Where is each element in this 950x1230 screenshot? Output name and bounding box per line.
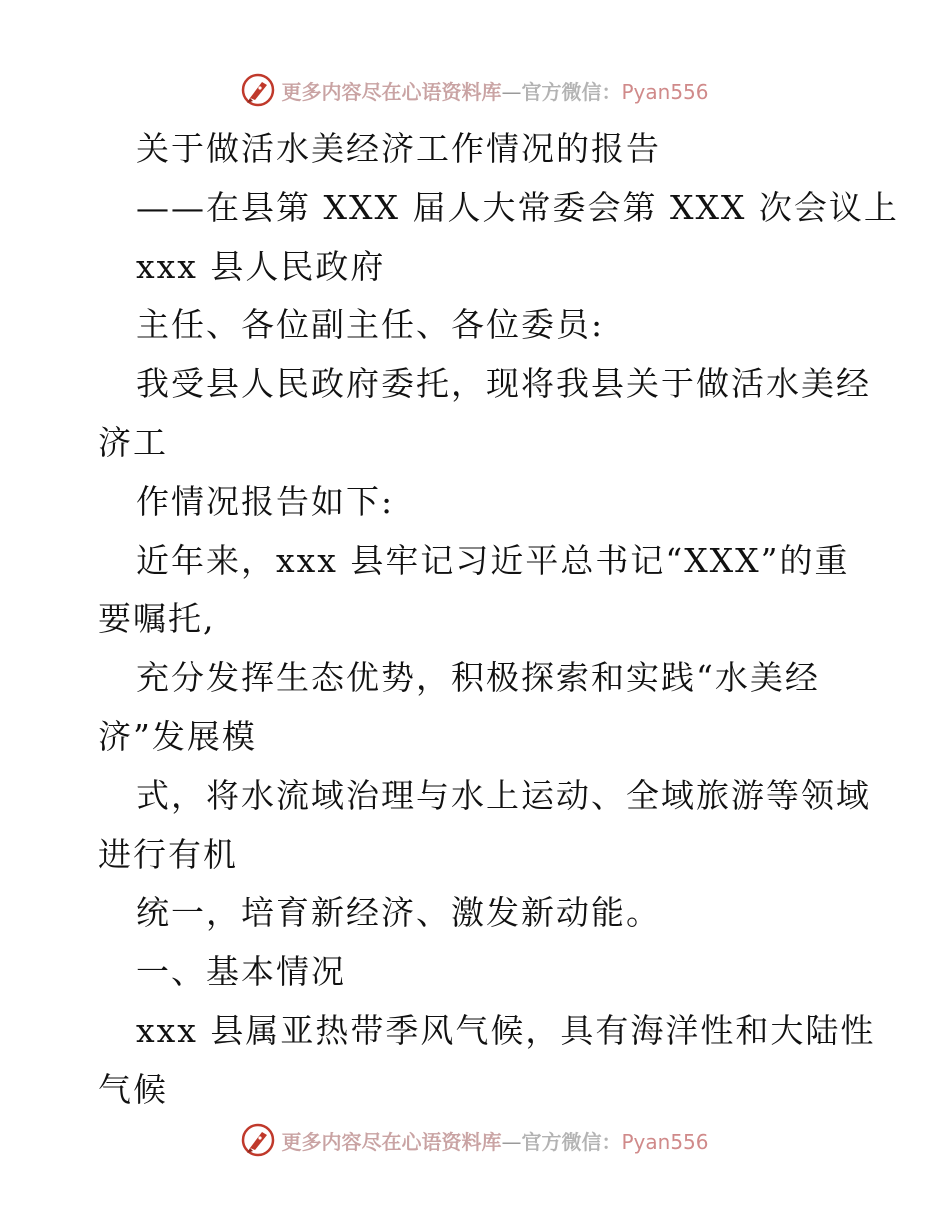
report-title: 关于做活水美经济工作情况的报告 [136, 129, 661, 168]
watermark-banner-top [0, 70, 950, 110]
paragraph-line: 我受县人民政府委托，现将我县关于做活水美经 [136, 364, 871, 404]
watermark-wechat-id: Pyan556 [621, 1129, 709, 1154]
watermark-text [281, 1126, 708, 1155]
watermark-dash: — [501, 79, 522, 104]
paragraph-line: 气候 [98, 1069, 168, 1109]
pen-nib-logo-icon [241, 1123, 275, 1157]
paragraph-line: 统一，培育新经济、激发新动能。 [136, 893, 661, 933]
paragraph-line: xxx 县属亚热带季风气候，具有海洋性和大陆性 [136, 1010, 876, 1050]
document-body [98, 120, 899, 1120]
section-heading: 一、基本情况 [136, 952, 346, 992]
paragraph-line: 充分发挥生态优势，积极探索和实践“水美经 [136, 658, 820, 698]
paragraph-line: 济”发展模 [98, 716, 257, 756]
report-subtitle: ——在县第 XXX 届人大常委会第 XXX 次会议上 [136, 187, 899, 227]
watermark-brand: 更多内容尽在心语资料库 [281, 1129, 502, 1154]
paragraph-line: 济工 [98, 422, 168, 462]
paragraph-line: 作情况报告如下: [136, 481, 395, 521]
watermark-text [281, 76, 708, 105]
watermark-dash: — [501, 1129, 522, 1154]
watermark-brand: 更多内容尽在心语资料库 [281, 79, 502, 104]
salutation: 主任、各位副主任、各位委员: [136, 305, 605, 345]
pen-nib-logo-icon [241, 73, 275, 107]
watermark-banner-bottom [0, 1120, 950, 1160]
paragraph-line: 近年来，xxx 县牢记习近平总书记“XXX”的重 [136, 540, 850, 580]
paragraph-line: 进行有机 [98, 834, 238, 874]
watermark-wechat-label: 官方微信： [521, 79, 622, 104]
paragraph-line: 式，将水流域治理与水上运动、全域旅游等领域 [136, 775, 871, 815]
paragraph-line: 要嘱托, [98, 599, 216, 639]
report-issuer: xxx 县人民政府 [136, 246, 386, 286]
watermark-wechat-id: Pyan556 [621, 79, 709, 104]
watermark-wechat-label: 官方微信： [521, 1129, 622, 1154]
